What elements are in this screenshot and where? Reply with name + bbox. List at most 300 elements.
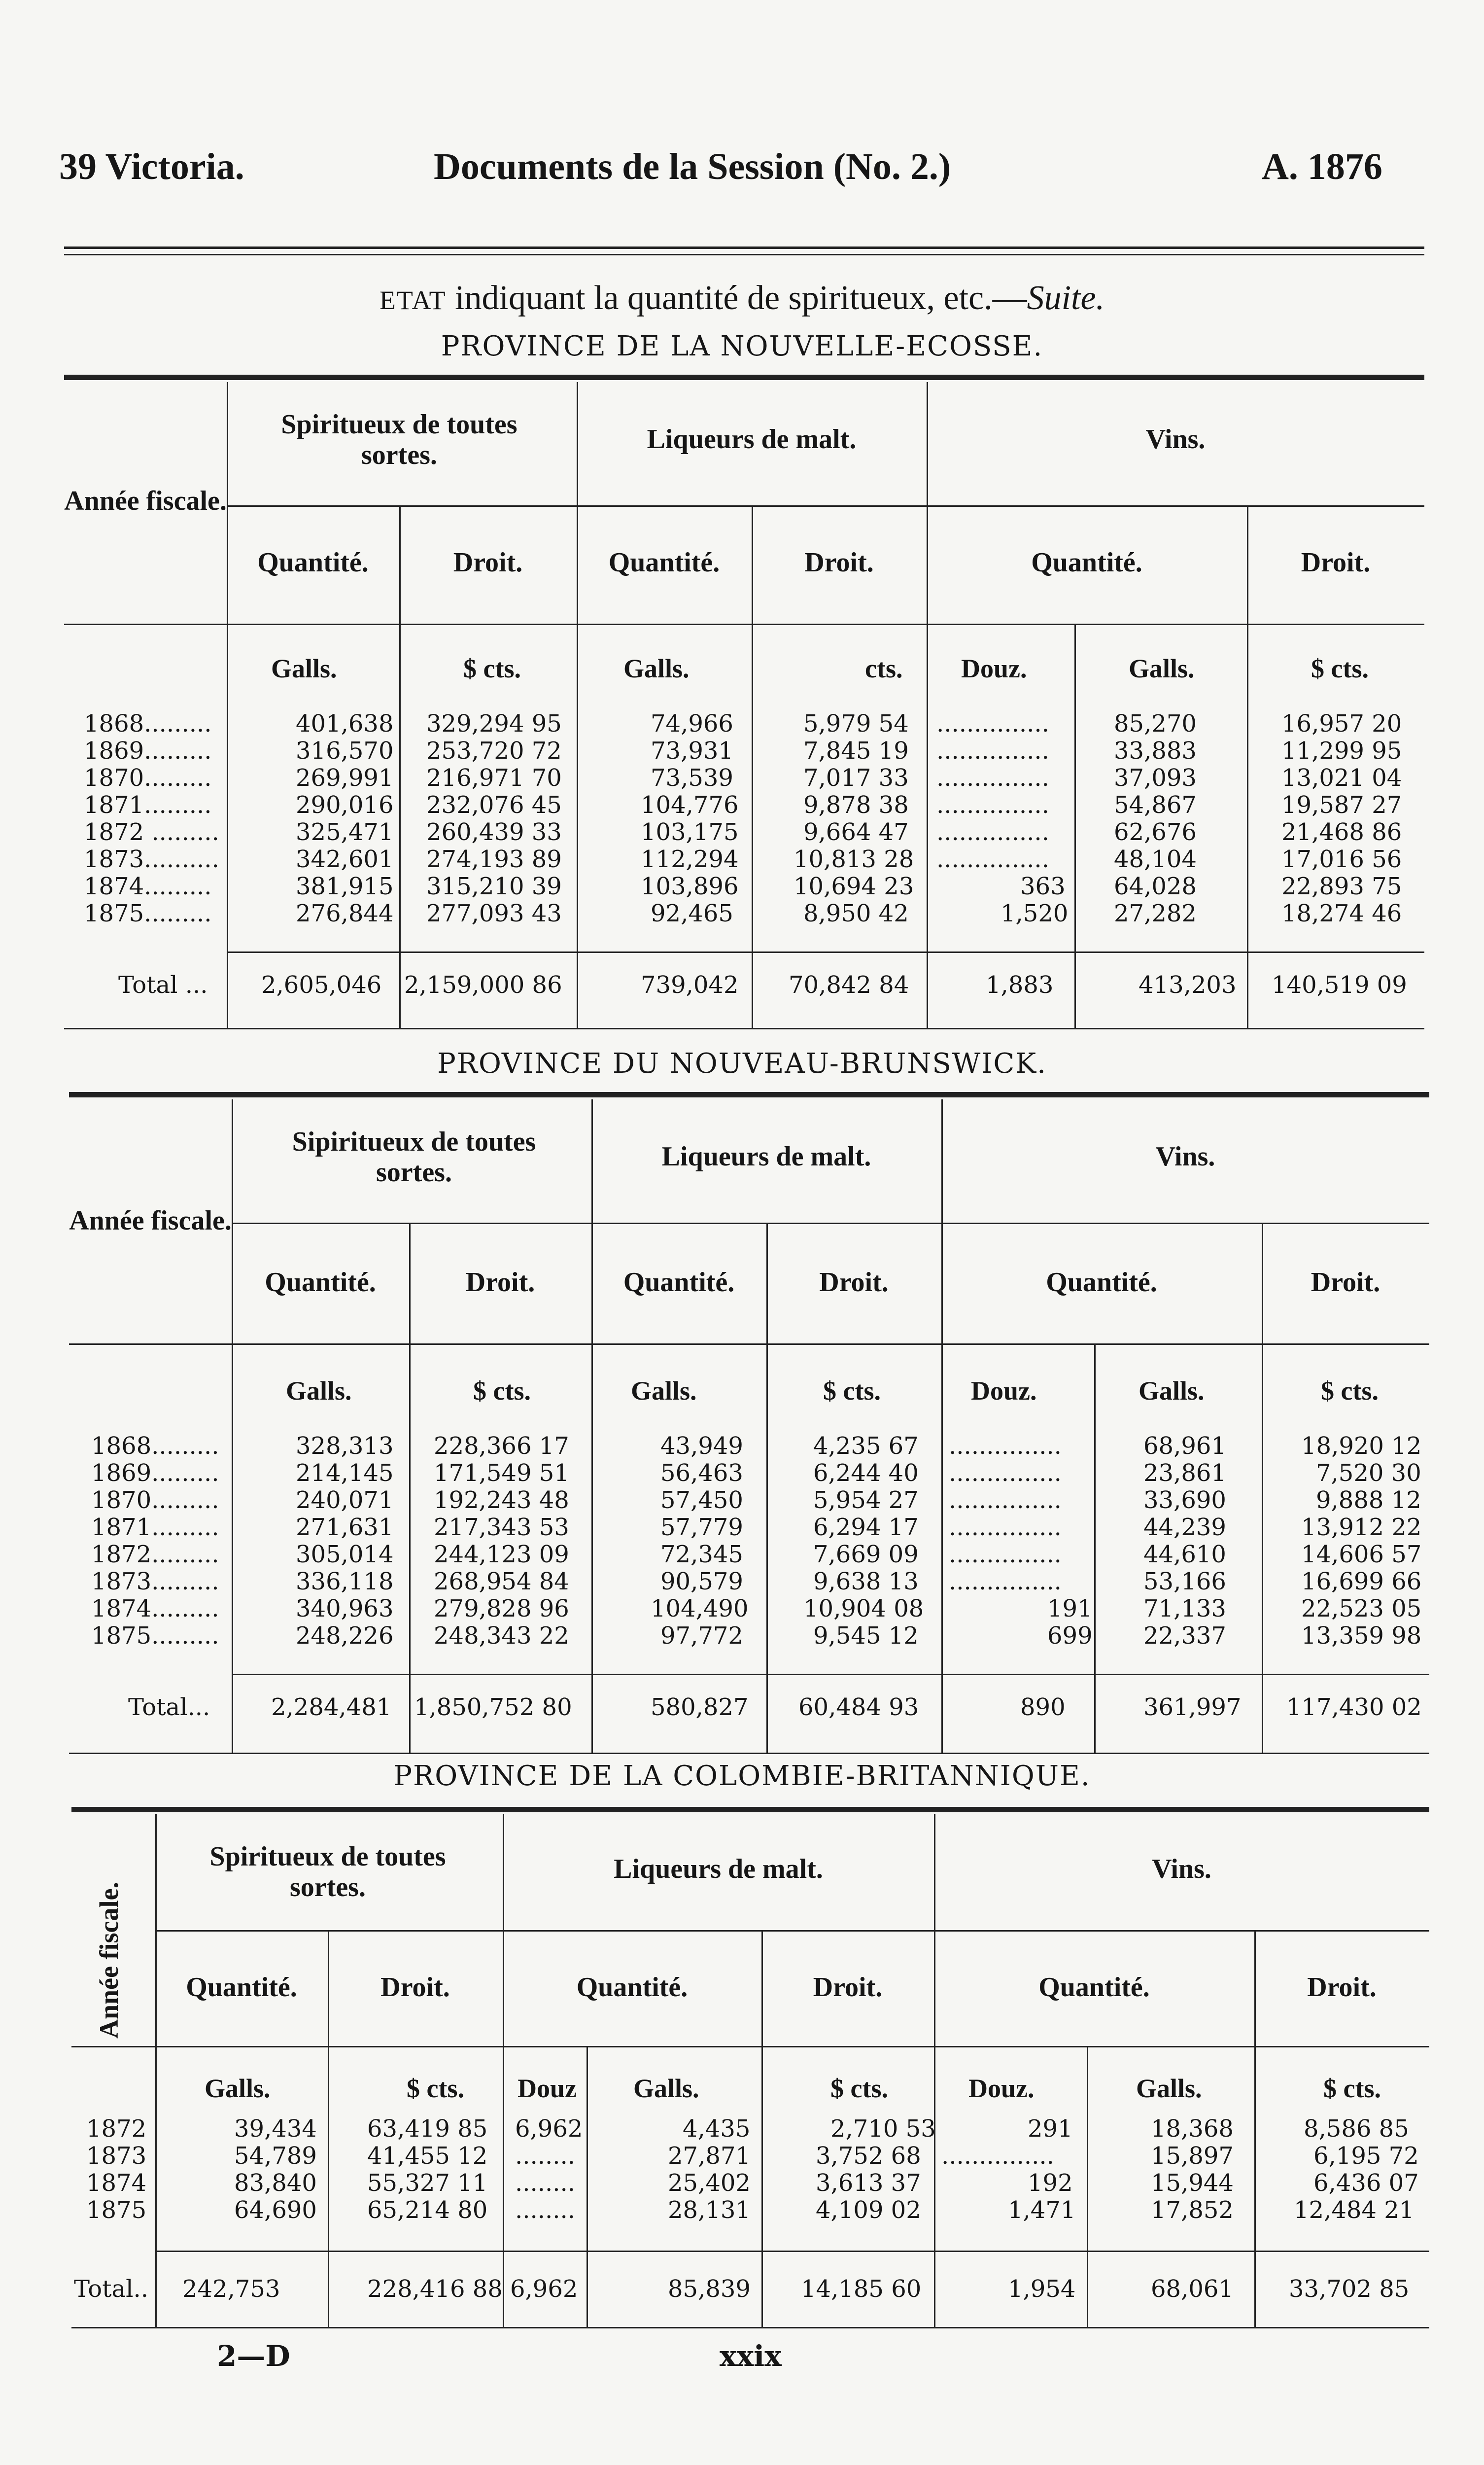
rule xyxy=(71,1807,1429,1812)
table-cell: 253,720 72 xyxy=(426,737,562,765)
table-cell: 171,549 51 xyxy=(434,1459,569,1487)
page-number: xxix xyxy=(720,2339,782,2373)
rule xyxy=(227,505,1424,507)
table-cell: 1,520 xyxy=(1001,900,1069,927)
table-cell: 14,606 57 xyxy=(1301,1541,1422,1568)
subhead-duty: Droit. xyxy=(453,547,523,578)
table-cell: 7,669 09 xyxy=(813,1541,919,1568)
rule xyxy=(577,382,578,1028)
table-row xyxy=(71,2275,1429,2302)
table-cell: 14,185 60 xyxy=(801,2275,922,2303)
table-cell: 53,166 xyxy=(1143,1568,1226,1595)
table-cell: 104,490 xyxy=(651,1595,749,1622)
rule xyxy=(232,1099,233,1753)
table-cell: 83,840 xyxy=(234,2169,317,2197)
table-cell: 361,997 xyxy=(1143,1693,1242,1721)
table-cell: 9,878 38 xyxy=(803,791,909,819)
table-cell: 192 xyxy=(1028,2169,1073,2197)
table-row xyxy=(64,764,1424,791)
rule xyxy=(227,382,228,1028)
table-colombie-britannique xyxy=(71,1807,1429,2329)
table-cell: 21,468 86 xyxy=(1281,818,1402,846)
table-cell: 1871......... xyxy=(84,791,212,819)
table-cell: 1871......... xyxy=(91,1514,219,1541)
table-cell: 22,337 xyxy=(1143,1622,1226,1650)
section-title-colombie-britannique: PROVINCE DE LA COLOMBIE-BRITANNIQUE. xyxy=(393,1760,1091,1792)
table-nouveau-brunswick xyxy=(69,1092,1429,1755)
rule xyxy=(155,2251,1429,2252)
table-cell: ............... xyxy=(949,1514,1062,1541)
unit-label: cts. xyxy=(865,654,903,683)
table-cell: ............... xyxy=(949,1486,1062,1514)
table-cell: 6,195 72 xyxy=(1313,2142,1419,2170)
table-cell: 6,294 17 xyxy=(813,1514,919,1541)
table-cell: 23,861 xyxy=(1143,1459,1226,1487)
table-cell: 1872......... xyxy=(91,1541,219,1568)
table-cell: 18,274 46 xyxy=(1281,900,1402,927)
subhead-duty: Droit. xyxy=(1307,1972,1377,2003)
table-cell: 4,109 02 xyxy=(816,2196,921,2224)
unit-label: Galls. xyxy=(1129,654,1195,683)
rule xyxy=(64,375,1424,380)
table-cell: 6,962 xyxy=(515,2115,583,2143)
table-cell: 290,016 xyxy=(296,791,394,819)
subhead-quantity: Quantité. xyxy=(186,1972,297,2003)
table-cell: 16,957 20 xyxy=(1281,710,1402,738)
table-cell: 12,484 21 xyxy=(1294,2196,1415,2224)
table-row xyxy=(69,1486,1429,1514)
table-cell: 232,076 45 xyxy=(426,791,562,819)
table-cell: 1873 xyxy=(86,2142,147,2170)
table-cell: 2,159,000 86 xyxy=(404,971,562,999)
table-cell: 39,434 xyxy=(234,2115,317,2143)
table-cell: 25,402 xyxy=(668,2169,751,2197)
table-cell: 1875......... xyxy=(84,900,212,927)
total-row xyxy=(71,2275,1429,2302)
table-cell: 1874......... xyxy=(91,1595,219,1622)
table-cell: 1870......... xyxy=(91,1486,219,1514)
subhead-duty: Droit. xyxy=(804,547,874,578)
rule xyxy=(155,1814,157,2327)
total-row xyxy=(64,971,1424,998)
rule xyxy=(71,2046,1429,2047)
table-cell: ............... xyxy=(941,2142,1054,2170)
section-title-nouveau-brunswick: PROVINCE DU NOUVEAU-BRUNSWICK. xyxy=(437,1048,1047,1080)
unit-label: $ cts. xyxy=(830,2074,888,2103)
table-cell: 340,963 xyxy=(296,1595,394,1622)
table-row xyxy=(71,2115,1429,2142)
rule xyxy=(155,1930,1429,1932)
table-cell: 70,842 84 xyxy=(789,971,909,999)
table-cell: 739,042 xyxy=(641,971,739,999)
table-cell: 5,979 54 xyxy=(803,710,909,738)
table-row xyxy=(69,1514,1429,1541)
table-cell: 63,419 85 xyxy=(367,2115,488,2143)
table-cell: 1875 xyxy=(86,2196,147,2224)
table-cell: 329,294 95 xyxy=(426,710,562,738)
table-cell: 1,883 xyxy=(986,971,1054,999)
unit-label: Douz xyxy=(518,2074,577,2103)
table-cell: 19,587 27 xyxy=(1281,791,1402,819)
unit-label: $ cts. xyxy=(463,654,521,683)
group-header-wines: Vins. xyxy=(1152,1854,1211,1884)
table-cell: 37,093 xyxy=(1114,764,1197,792)
table-cell: 90,579 xyxy=(660,1568,743,1595)
table-cell: 60,484 93 xyxy=(798,1693,919,1721)
table-cell: 73,931 xyxy=(651,737,733,765)
table-cell: 1869......... xyxy=(91,1459,219,1487)
table-cell: 54,867 xyxy=(1114,791,1197,819)
header-right: A. 1876 xyxy=(1262,146,1382,187)
table-cell: 27,871 xyxy=(668,2142,751,2170)
table-cell: 55,327 11 xyxy=(367,2169,488,2197)
table-cell: 3,613 37 xyxy=(816,2169,921,2197)
table-cell: 1875......... xyxy=(91,1622,219,1650)
unit-label: Galls. xyxy=(623,654,690,683)
table-row xyxy=(64,845,1424,873)
data-rows xyxy=(71,2115,1429,2223)
table-cell: 41,455 12 xyxy=(367,2142,488,2170)
subhead-duty: Droit. xyxy=(1311,1267,1380,1298)
table-cell: 73,539 xyxy=(651,764,733,792)
table-cell: ............... xyxy=(949,1541,1062,1568)
table-cell: 291 xyxy=(1028,2115,1073,2143)
rule xyxy=(503,1814,504,2327)
table-row xyxy=(64,900,1424,927)
table-cell: 1,850,752 80 xyxy=(414,1693,572,1721)
table-cell: 325,471 xyxy=(296,818,394,846)
table-cell: Total.. xyxy=(74,2275,148,2303)
unit-label: Galls. xyxy=(631,1376,697,1406)
unit-label: Douz. xyxy=(971,1376,1037,1406)
subhead-quantity: Quantité. xyxy=(1031,547,1142,578)
document-title xyxy=(0,279,1484,318)
table-row xyxy=(69,1568,1429,1595)
table-row xyxy=(71,2142,1429,2169)
table-cell: 11,299 95 xyxy=(1281,737,1402,765)
table-cell: 7,520 30 xyxy=(1316,1459,1421,1487)
table-row xyxy=(69,1622,1429,1649)
subhead-quantity: Quantité. xyxy=(576,1972,688,2003)
table-cell: 57,779 xyxy=(660,1514,743,1541)
table-cell: 9,545 12 xyxy=(813,1622,919,1650)
unit-label: Galls. xyxy=(633,2074,699,2103)
subhead-quantity: Quantité. xyxy=(265,1267,376,1298)
table-cell: ........ xyxy=(515,2169,576,2197)
table-cell: 72,345 xyxy=(660,1541,743,1568)
subhead-duty: Droit. xyxy=(813,1972,883,2003)
unit-label: $ cts. xyxy=(1311,654,1369,683)
table-cell: 103,896 xyxy=(641,873,739,900)
table-cell: 112,294 xyxy=(641,845,739,873)
subhead-duty: Droit. xyxy=(819,1267,889,1298)
unit-label: Douz. xyxy=(961,654,1027,683)
table-row xyxy=(64,971,1424,998)
table-cell: 6,244 40 xyxy=(813,1459,919,1487)
data-rows xyxy=(69,1432,1429,1649)
rule xyxy=(934,1814,935,2327)
table-cell: 1874......... xyxy=(84,873,212,900)
unit-label: Galls. xyxy=(1136,2074,1202,2103)
table-cell: 117,430 02 xyxy=(1286,1693,1422,1721)
unit-label: Galls. xyxy=(205,2074,271,2103)
subhead-duty: Droit. xyxy=(380,1972,450,2003)
table-cell: 228,416 88 xyxy=(367,2275,503,2303)
rule xyxy=(232,1223,1429,1224)
table-row xyxy=(64,737,1424,764)
table-cell: 1869......... xyxy=(84,737,212,765)
table-cell: ........ xyxy=(515,2142,576,2170)
table-cell: 216,971 70 xyxy=(426,764,562,792)
table-cell: 103,175 xyxy=(641,818,739,846)
table-cell: 48,104 xyxy=(1114,845,1197,873)
table-cell: ........ xyxy=(515,2196,576,2224)
subhead-quantity: Quantité. xyxy=(623,1267,735,1298)
table-nouvelle-ecosse xyxy=(64,375,1424,1030)
table-cell: 260,439 33 xyxy=(426,818,562,846)
table-cell: 56,463 xyxy=(660,1459,743,1487)
table-cell: 6,436 07 xyxy=(1313,2169,1419,2197)
subhead-quantity: Quantité. xyxy=(608,547,720,578)
table-cell: 1874 xyxy=(86,2169,147,2197)
table-cell: 699 xyxy=(1047,1622,1093,1650)
table-cell: 244,123 09 xyxy=(434,1541,569,1568)
table-cell: 44,239 xyxy=(1143,1514,1226,1541)
table-cell: ............... xyxy=(949,1568,1062,1595)
table-cell: 68,061 xyxy=(1151,2275,1234,2303)
group-header-malt: Liqueurs de malt. xyxy=(614,1854,823,1884)
table-cell: 336,118 xyxy=(296,1568,394,1595)
data-rows xyxy=(64,710,1424,927)
table-cell: 104,776 xyxy=(641,791,739,819)
table-cell: 191 xyxy=(1047,1595,1093,1622)
unit-label: Galls. xyxy=(1139,1376,1205,1406)
table-cell: ............... xyxy=(936,764,1049,792)
table-cell: 274,193 89 xyxy=(426,845,562,873)
table-cell: 18,920 12 xyxy=(1301,1432,1422,1460)
table-cell: 10,813 28 xyxy=(794,845,914,873)
year-column-header: Année fiscale. xyxy=(94,1882,124,2039)
table-cell: 92,465 xyxy=(651,900,733,927)
table-cell: 18,368 xyxy=(1151,2115,1234,2143)
table-cell: 43,949 xyxy=(660,1432,743,1460)
unit-label: $ cts. xyxy=(823,1376,881,1406)
table-cell: 4,235 67 xyxy=(813,1432,919,1460)
table-cell: ............... xyxy=(936,737,1049,765)
subhead-duty: Droit. xyxy=(465,1267,535,1298)
table-cell: 242,753 xyxy=(182,2275,280,2303)
unit-label: $ cts. xyxy=(1321,1376,1379,1406)
table-row xyxy=(69,1595,1429,1622)
table-cell: 413,203 xyxy=(1139,971,1237,999)
header-center: Documents de la Session (No. 2.) xyxy=(434,146,951,187)
table-cell: 17,852 xyxy=(1151,2196,1234,2224)
table-cell: 28,131 xyxy=(668,2196,751,2224)
table-cell: 64,690 xyxy=(234,2196,317,2224)
table-cell: 15,944 xyxy=(1151,2169,1234,2197)
header-left: 39 Victoria. xyxy=(59,146,244,187)
header-rule xyxy=(64,246,1424,249)
table-cell: 1872 xyxy=(86,2115,147,2143)
table-row xyxy=(69,1432,1429,1459)
table-cell: 22,893 75 xyxy=(1281,873,1402,900)
table-cell: 22,523 05 xyxy=(1301,1595,1422,1622)
rule xyxy=(69,1092,1429,1097)
table-row xyxy=(64,710,1424,737)
subhead-quantity: Quantité. xyxy=(257,547,369,578)
table-cell: 33,702 85 xyxy=(1289,2275,1410,2303)
group-header-spirits: Spiritueux de toutes sortes. xyxy=(281,409,518,470)
table-cell: 192,243 48 xyxy=(434,1486,569,1514)
table-cell: 85,270 xyxy=(1114,710,1197,738)
table-cell: 271,631 xyxy=(296,1514,394,1541)
unit-label: Galls. xyxy=(271,654,337,683)
table-cell: 1,471 xyxy=(1008,2196,1076,2224)
table-cell: 2,284,481 xyxy=(271,1693,392,1721)
table-cell: 54,789 xyxy=(234,2142,317,2170)
table-cell: Total ... xyxy=(118,971,208,999)
table-cell: 1873.......... xyxy=(84,845,219,873)
rule xyxy=(69,1343,1429,1345)
table-cell: 10,694 23 xyxy=(794,873,914,900)
table-cell: 13,021 04 xyxy=(1281,764,1402,792)
table-cell: 5,954 27 xyxy=(813,1486,919,1514)
title-smallcaps: ETAT xyxy=(379,285,447,315)
table-cell: 140,519 09 xyxy=(1272,971,1407,999)
rule xyxy=(69,1753,1429,1754)
group-header-wines: Vins. xyxy=(1155,1141,1215,1172)
table-cell: 328,313 xyxy=(296,1432,394,1460)
table-row xyxy=(69,1541,1429,1568)
table-row xyxy=(69,1693,1429,1721)
table-cell: ............... xyxy=(936,710,1049,738)
table-cell: 8,950 42 xyxy=(803,900,909,927)
table-cell: 10,904 08 xyxy=(803,1595,924,1622)
table-cell: ............... xyxy=(936,791,1049,819)
year-column-header: Année fiscale. xyxy=(64,486,227,516)
table-cell: 13,912 22 xyxy=(1301,1514,1422,1541)
table-cell: 217,343 53 xyxy=(434,1514,569,1541)
rule xyxy=(941,1099,943,1753)
subhead-quantity: Quantité. xyxy=(1038,1972,1150,2003)
rule xyxy=(64,624,1424,625)
total-row xyxy=(69,1693,1429,1721)
table-row xyxy=(69,1459,1429,1486)
table-cell: 71,133 xyxy=(1143,1595,1226,1622)
table-cell: 85,839 xyxy=(668,2275,751,2303)
table-cell: 3,752 68 xyxy=(816,2142,921,2170)
table-cell: 62,676 xyxy=(1114,818,1197,846)
table-cell: ............... xyxy=(936,818,1049,846)
table-cell: 64,028 xyxy=(1114,873,1197,900)
rule xyxy=(232,1674,1429,1675)
table-cell: ............... xyxy=(949,1459,1062,1487)
table-cell: 316,570 xyxy=(296,737,394,765)
table-cell: 240,071 xyxy=(296,1486,394,1514)
rule xyxy=(227,951,1424,953)
table-cell: 1,954 xyxy=(1008,2275,1076,2303)
table-cell: 305,014 xyxy=(296,1541,394,1568)
running-header xyxy=(59,145,1429,200)
table-cell: 2,605,046 xyxy=(261,971,382,999)
table-row xyxy=(64,791,1424,818)
table-cell: 1868......... xyxy=(91,1432,219,1460)
table-cell: ............... xyxy=(949,1432,1062,1460)
rule xyxy=(927,382,928,1028)
group-header-spirits: Spiritueux de toutes sortes. xyxy=(209,1841,446,1902)
table-cell: 248,343 22 xyxy=(434,1622,569,1650)
section-title-nouvelle-ecosse: PROVINCE DE LA NOUVELLE-ECOSSE. xyxy=(441,330,1043,362)
group-header-spirits: Sipiritueux de toutes sortes. xyxy=(292,1127,536,1188)
unit-label: Douz. xyxy=(968,2074,1035,2103)
table-cell: 248,226 xyxy=(296,1622,394,1650)
header-rule-2 xyxy=(64,254,1424,255)
table-cell: 57,450 xyxy=(660,1486,743,1514)
subhead-quantity: Quantité. xyxy=(1046,1267,1157,1298)
table-row xyxy=(71,2196,1429,2223)
table-cell: 381,915 xyxy=(296,873,394,900)
table-cell: 4,435 xyxy=(683,2115,751,2143)
table-cell: 2,710 53 xyxy=(830,2115,936,2143)
unit-label: Galls. xyxy=(286,1376,352,1406)
subhead-duty: Droit. xyxy=(1301,547,1371,578)
table-cell: 277,093 43 xyxy=(426,900,562,927)
unit-label: $ cts. xyxy=(407,2074,464,2103)
unit-label: $ cts. xyxy=(473,1376,531,1406)
table-cell: 228,366 17 xyxy=(434,1432,569,1460)
table-cell: 214,145 xyxy=(296,1459,394,1487)
table-cell: 1870......... xyxy=(84,764,212,792)
table-cell: 315,210 39 xyxy=(426,873,562,900)
table-cell: 268,954 84 xyxy=(434,1568,569,1595)
footer-signature-mark: 2—D xyxy=(217,2339,290,2373)
table-cell: 580,827 xyxy=(651,1693,749,1721)
rule xyxy=(591,1099,593,1753)
table-cell: 9,638 13 xyxy=(813,1568,919,1595)
table-cell: Total... xyxy=(128,1693,210,1721)
title-main: indiquant la quantité de spiritueux, etc.— xyxy=(455,279,1027,317)
table-cell: 276,844 xyxy=(296,900,394,927)
unit-label: $ cts. xyxy=(1323,2074,1381,2103)
year-column-header: Année fiscale. xyxy=(69,1205,232,1236)
table-cell: 1872 ......... xyxy=(84,818,219,846)
group-header-wines: Vins. xyxy=(1145,424,1206,455)
table-cell: 269,991 xyxy=(296,764,394,792)
rule xyxy=(71,2327,1429,2328)
table-cell: 342,601 xyxy=(296,845,394,873)
table-cell: 33,883 xyxy=(1114,737,1197,765)
table-cell: 9,888 12 xyxy=(1316,1486,1421,1514)
table-cell: 1868......... xyxy=(84,710,212,738)
rule xyxy=(64,1028,1424,1029)
table-cell: ............... xyxy=(936,845,1049,873)
table-cell: 16,699 66 xyxy=(1301,1568,1422,1595)
table-cell: 6,962 xyxy=(510,2275,578,2303)
table-cell: 33,690 xyxy=(1143,1486,1226,1514)
group-header-malt: Liqueurs de malt. xyxy=(647,424,857,455)
table-row xyxy=(71,2169,1429,2196)
table-cell: 1873......... xyxy=(91,1568,219,1595)
table-cell: 65,214 80 xyxy=(367,2196,488,2224)
table-cell: 44,610 xyxy=(1143,1541,1226,1568)
table-cell: 74,966 xyxy=(651,710,733,738)
table-cell: 15,897 xyxy=(1151,2142,1234,2170)
table-cell: 9,664 47 xyxy=(803,818,909,846)
table-cell: 68,961 xyxy=(1143,1432,1226,1460)
table-cell: 7,845 19 xyxy=(803,737,909,765)
group-header-malt: Liqueurs de malt. xyxy=(661,1141,871,1172)
table-cell: 17,016 56 xyxy=(1281,845,1402,873)
